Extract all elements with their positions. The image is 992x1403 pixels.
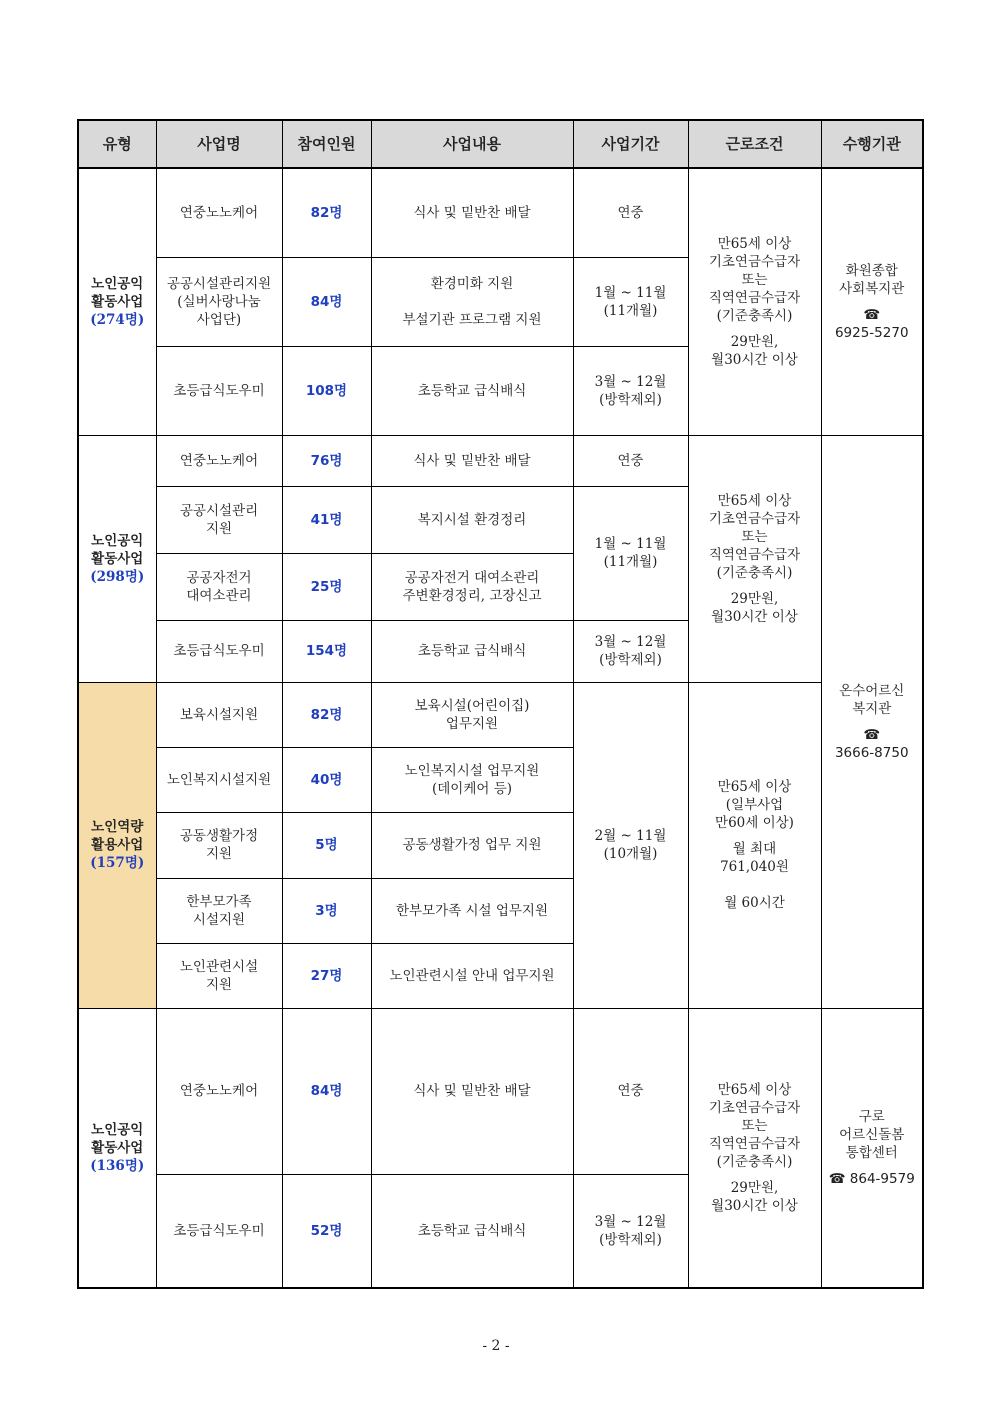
program-name: 공공자전거 대여소관리 xyxy=(156,553,282,620)
pay-text: 29만원, 월30시간 이상 xyxy=(711,1179,798,1214)
org-phone: ☎ 3666-8750 xyxy=(834,726,909,761)
participant-count: 52명 xyxy=(282,1174,371,1288)
program-content: 식사 및 밑반찬 배달 xyxy=(371,1008,573,1174)
org-name: 구로 어르신돌봄 통합센터 xyxy=(839,1108,905,1161)
program-content: 보육시설(어린이집) 업무지원 xyxy=(371,682,573,747)
participant-count: 27명 xyxy=(282,943,371,1008)
program-period: 연중 xyxy=(573,168,688,257)
organization xyxy=(821,1008,923,1288)
participant-count: 82명 xyxy=(282,168,371,257)
type-count: (274명) xyxy=(90,311,145,328)
condition-text: 만65세 이상 (일부사업 만60세 이상) xyxy=(715,779,794,831)
header-period: 사업기간 xyxy=(573,120,688,168)
program-content: 초등학교 급식배식 xyxy=(371,620,573,682)
participant-count: 84명 xyxy=(282,257,371,346)
program-period: 1월 ~ 11월 (11개월) xyxy=(573,257,688,346)
program-period: 연중 xyxy=(573,435,688,486)
program-content: 한부모가족 시설 업무지원 xyxy=(371,878,573,943)
program-content: 식사 및 밑반찬 배달 xyxy=(371,168,573,257)
type-cell xyxy=(78,682,156,1008)
program-content: 노인복지시설 업무지원 (데이케어 등) xyxy=(371,747,573,812)
type-count: (157명) xyxy=(90,855,145,871)
program-period: 3월 ~ 12월 (방학제외) xyxy=(573,620,688,682)
condition-text: 만65세 이상 기초연금수급자 또는 직역연금수급자 (기준충족시) xyxy=(708,492,801,581)
program-name: 보육시설지원 xyxy=(156,682,282,747)
program-name: 연중노노케어 xyxy=(156,435,282,486)
participant-count: 82명 xyxy=(282,682,371,747)
program-name: 초등급식도우미 xyxy=(156,346,282,435)
organization xyxy=(821,435,923,1008)
type-count: (136명) xyxy=(90,1157,145,1174)
program-content: 복지시설 환경정리 xyxy=(371,486,573,553)
program-content: 노인관련시설 안내 업무지원 xyxy=(371,943,573,1008)
program-period: 3월 ~ 12월 (방학제외) xyxy=(573,1174,688,1288)
participant-count: 76명 xyxy=(282,435,371,486)
table-row xyxy=(78,682,923,747)
program-name: 공공시설관리 지원 xyxy=(156,486,282,553)
participant-count: 25명 xyxy=(282,553,371,620)
org-name: 화원종합 사회복지관 xyxy=(839,262,905,297)
program-period: 3월 ~ 12월 (방학제외) xyxy=(573,346,688,435)
pay-text: 29만원, 월30시간 이상 xyxy=(711,333,798,368)
participant-count: 108명 xyxy=(282,346,371,435)
header-content: 사업내용 xyxy=(371,120,573,168)
header-org: 수행기관 xyxy=(821,120,923,168)
condition-text: 만65세 이상 기초연금수급자 또는 직역연금수급자 (기준충족시) xyxy=(708,235,801,324)
work-condition xyxy=(688,435,821,682)
program-period: 연중 xyxy=(573,1008,688,1174)
program-content: 초등학교 급식배식 xyxy=(371,346,573,435)
header-row xyxy=(78,120,923,168)
program-name: 연중노노케어 xyxy=(156,168,282,257)
type-label: 노인역량 활용사업 xyxy=(91,819,144,853)
table-row xyxy=(78,168,923,257)
program-content: 공공자전거 대여소관리 주변환경정리, 고장신고 xyxy=(371,553,573,620)
header-condition: 근로조건 xyxy=(688,120,821,168)
table-row xyxy=(78,1008,923,1174)
org-name: 온수어르신 복지관 xyxy=(839,682,905,717)
table-row xyxy=(78,435,923,486)
program-name: 한부모가족 시설지원 xyxy=(156,878,282,943)
program-table xyxy=(77,119,924,1289)
type-cell xyxy=(78,1008,156,1288)
program-name: 공공시설관리지원 (실버사랑나눔 사업단) xyxy=(156,257,282,346)
header-name: 사업명 xyxy=(156,120,282,168)
type-cell xyxy=(78,168,156,435)
program-period: 1월 ~ 11월 (11개월) xyxy=(573,486,688,620)
program-content: 초등학교 급식배식 xyxy=(371,1174,573,1288)
org-phone: ☎ 6925-5270 xyxy=(834,306,909,341)
participant-count: 3명 xyxy=(282,878,371,943)
program-name: 연중노노케어 xyxy=(156,1008,282,1174)
pay-text: 월 최대 761,040원 월 60시간 xyxy=(720,841,789,911)
program-name: 노인복지시설지원 xyxy=(156,747,282,812)
program-content: 공동생활가정 업무 지원 xyxy=(371,812,573,878)
condition-text: 만65세 이상 기초연금수급자 또는 직역연금수급자 (기준충족시) xyxy=(708,1081,801,1170)
participant-count: 40명 xyxy=(282,747,371,812)
program-name: 초등급식도우미 xyxy=(156,620,282,682)
program-content: 식사 및 밑반찬 배달 xyxy=(371,435,573,486)
type-label: 노인공익 활동사업 xyxy=(91,275,144,310)
type-label: 노인공익 활동사업 xyxy=(91,1121,144,1156)
organization xyxy=(821,168,923,435)
type-label: 노인공익 활동사업 xyxy=(91,532,144,567)
participant-count: 84명 xyxy=(282,1008,371,1174)
participant-count: 41명 xyxy=(282,486,371,553)
pay-text: 29만원, 월30시간 이상 xyxy=(711,590,798,625)
program-period: 2월 ~ 11월 (10개월) xyxy=(573,682,688,1008)
participant-count: 154명 xyxy=(282,620,371,682)
work-condition xyxy=(688,168,821,435)
work-condition xyxy=(688,1008,821,1288)
program-name: 노인관련시설 지원 xyxy=(156,943,282,1008)
type-cell xyxy=(78,435,156,682)
type-count: (298명) xyxy=(90,568,145,585)
org-phone: ☎ 864-9579 xyxy=(828,1170,915,1187)
header-type: 유형 xyxy=(78,120,156,168)
program-name: 초등급식도우미 xyxy=(156,1174,282,1288)
work-condition xyxy=(688,682,821,1008)
program-name: 공동생활가정 지원 xyxy=(156,812,282,878)
program-content: 환경미화 지원 부설기관 프로그램 지원 xyxy=(371,257,573,346)
header-people: 참여인원 xyxy=(282,120,371,168)
page-number: - 2 - xyxy=(482,1338,510,1354)
participant-count: 5명 xyxy=(282,812,371,878)
